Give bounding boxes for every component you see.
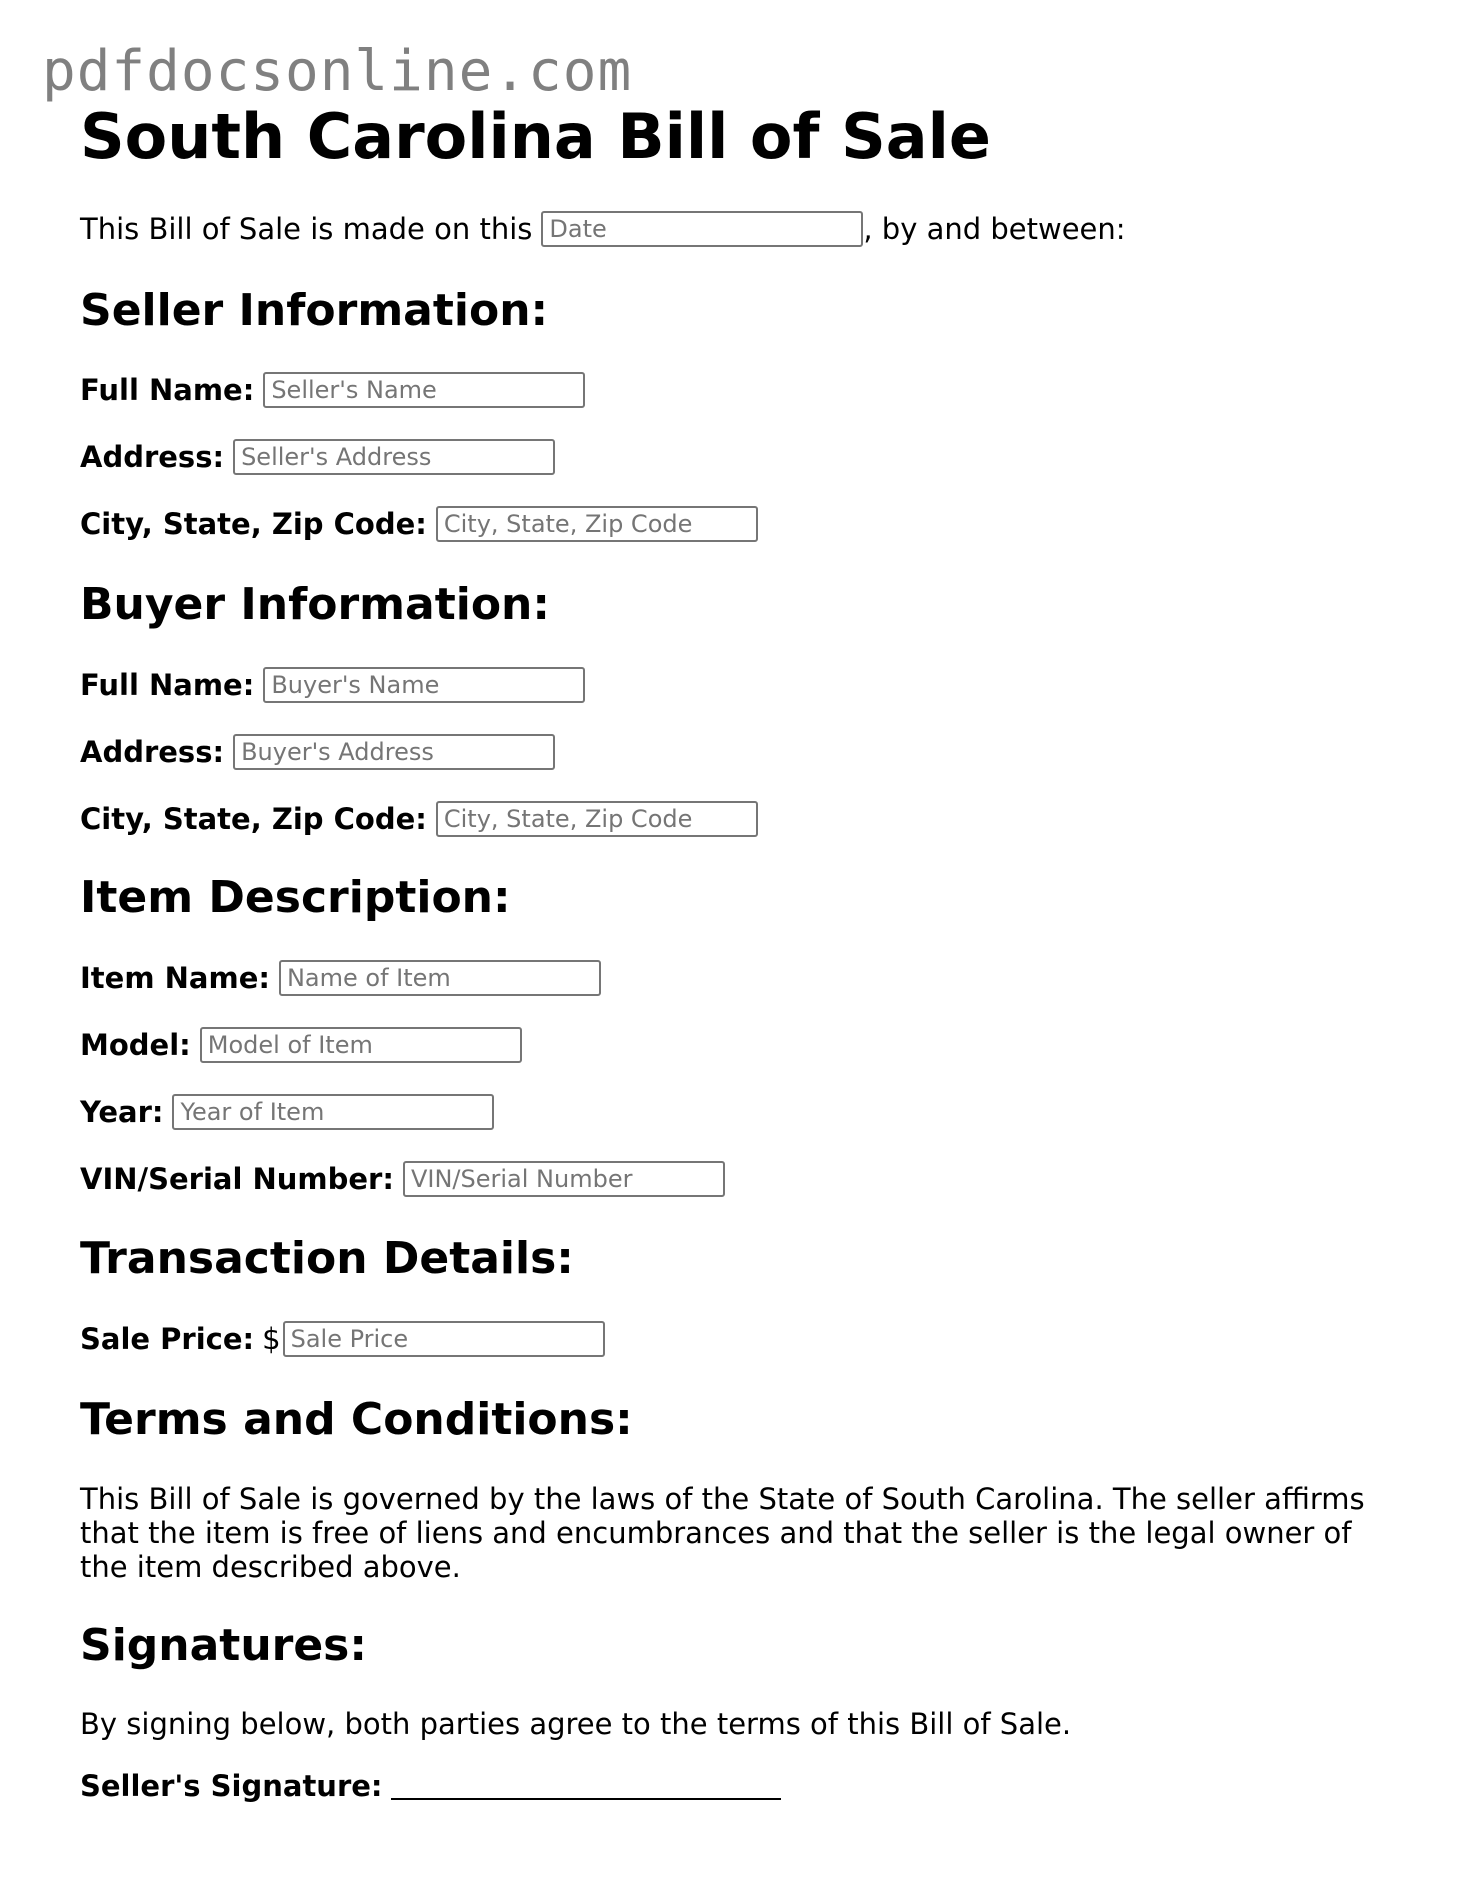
- item-name-field[interactable]: [279, 960, 601, 996]
- item-year-label: Year:: [80, 1094, 164, 1129]
- seller-name-label: Full Name:: [80, 372, 255, 407]
- item-year-row: [80, 1094, 494, 1130]
- item-name-row: [80, 960, 601, 996]
- item-year-field[interactable]: [172, 1094, 494, 1130]
- seller-signature-row: [80, 1768, 781, 1804]
- seller-name-row: [80, 372, 585, 408]
- seller-city-label: City, State, Zip Code:: [80, 506, 427, 541]
- item-heading: Item Description:: [80, 872, 511, 923]
- buyer-city-row: [80, 801, 758, 837]
- item-model-field[interactable]: [200, 1027, 522, 1063]
- item-model-label: Model:: [80, 1027, 191, 1062]
- seller-signature-label: Seller's Signature:: [80, 1768, 383, 1803]
- seller-city-field[interactable]: [436, 506, 758, 542]
- buyer-address-field[interactable]: [233, 734, 555, 770]
- page-title: South Carolina Bill of Sale: [80, 100, 991, 173]
- transaction-heading: Transaction Details:: [80, 1233, 574, 1284]
- seller-signature-line[interactable]: [391, 1772, 781, 1800]
- intro-text-after: , by and between:: [863, 211, 1126, 246]
- buyer-address-row: [80, 734, 555, 770]
- intro-text-before: This Bill of Sale is made on this: [80, 211, 533, 246]
- sale-price-label: Sale Price:: [80, 1321, 255, 1356]
- item-vin-row: [80, 1161, 725, 1197]
- currency-symbol: $: [262, 1321, 281, 1356]
- item-vin-field[interactable]: [403, 1161, 725, 1197]
- buyer-name-field[interactable]: [263, 667, 585, 703]
- signatures-heading: Signatures:: [80, 1620, 367, 1671]
- seller-city-row: [80, 506, 758, 542]
- watermark: pdfdocsonline.com: [42, 39, 633, 104]
- date-field[interactable]: [541, 211, 863, 247]
- seller-address-row: [80, 439, 555, 475]
- signatures-text: By signing below, both parties agree to the terms of this Bill of Sale.: [80, 1707, 1072, 1741]
- sale-price-row: [80, 1321, 605, 1357]
- buyer-name-label: Full Name:: [80, 667, 255, 702]
- sale-price-field[interactable]: [283, 1321, 605, 1357]
- buyer-city-label: City, State, Zip Code:: [80, 801, 427, 836]
- seller-heading: Seller Information:: [80, 285, 549, 336]
- item-model-row: [80, 1027, 522, 1063]
- item-vin-label: VIN/Serial Number:: [80, 1161, 394, 1196]
- item-name-label: Item Name:: [80, 960, 270, 995]
- buyer-name-row: [80, 667, 585, 703]
- buyer-heading: Buyer Information:: [80, 579, 550, 630]
- terms-heading: Terms and Conditions:: [80, 1394, 633, 1445]
- seller-name-field[interactable]: [263, 372, 585, 408]
- seller-address-field[interactable]: [233, 439, 555, 475]
- intro-row: [80, 211, 1126, 247]
- buyer-address-label: Address:: [80, 734, 225, 769]
- seller-address-label: Address:: [80, 439, 225, 474]
- terms-text: This Bill of Sale is governed by the laws of the State of South Carolina. The seller affirms that the item is free of liens and encumbrances and that the seller is the legal owner of the item described above.: [80, 1482, 1365, 1584]
- buyer-city-field[interactable]: [436, 801, 758, 837]
